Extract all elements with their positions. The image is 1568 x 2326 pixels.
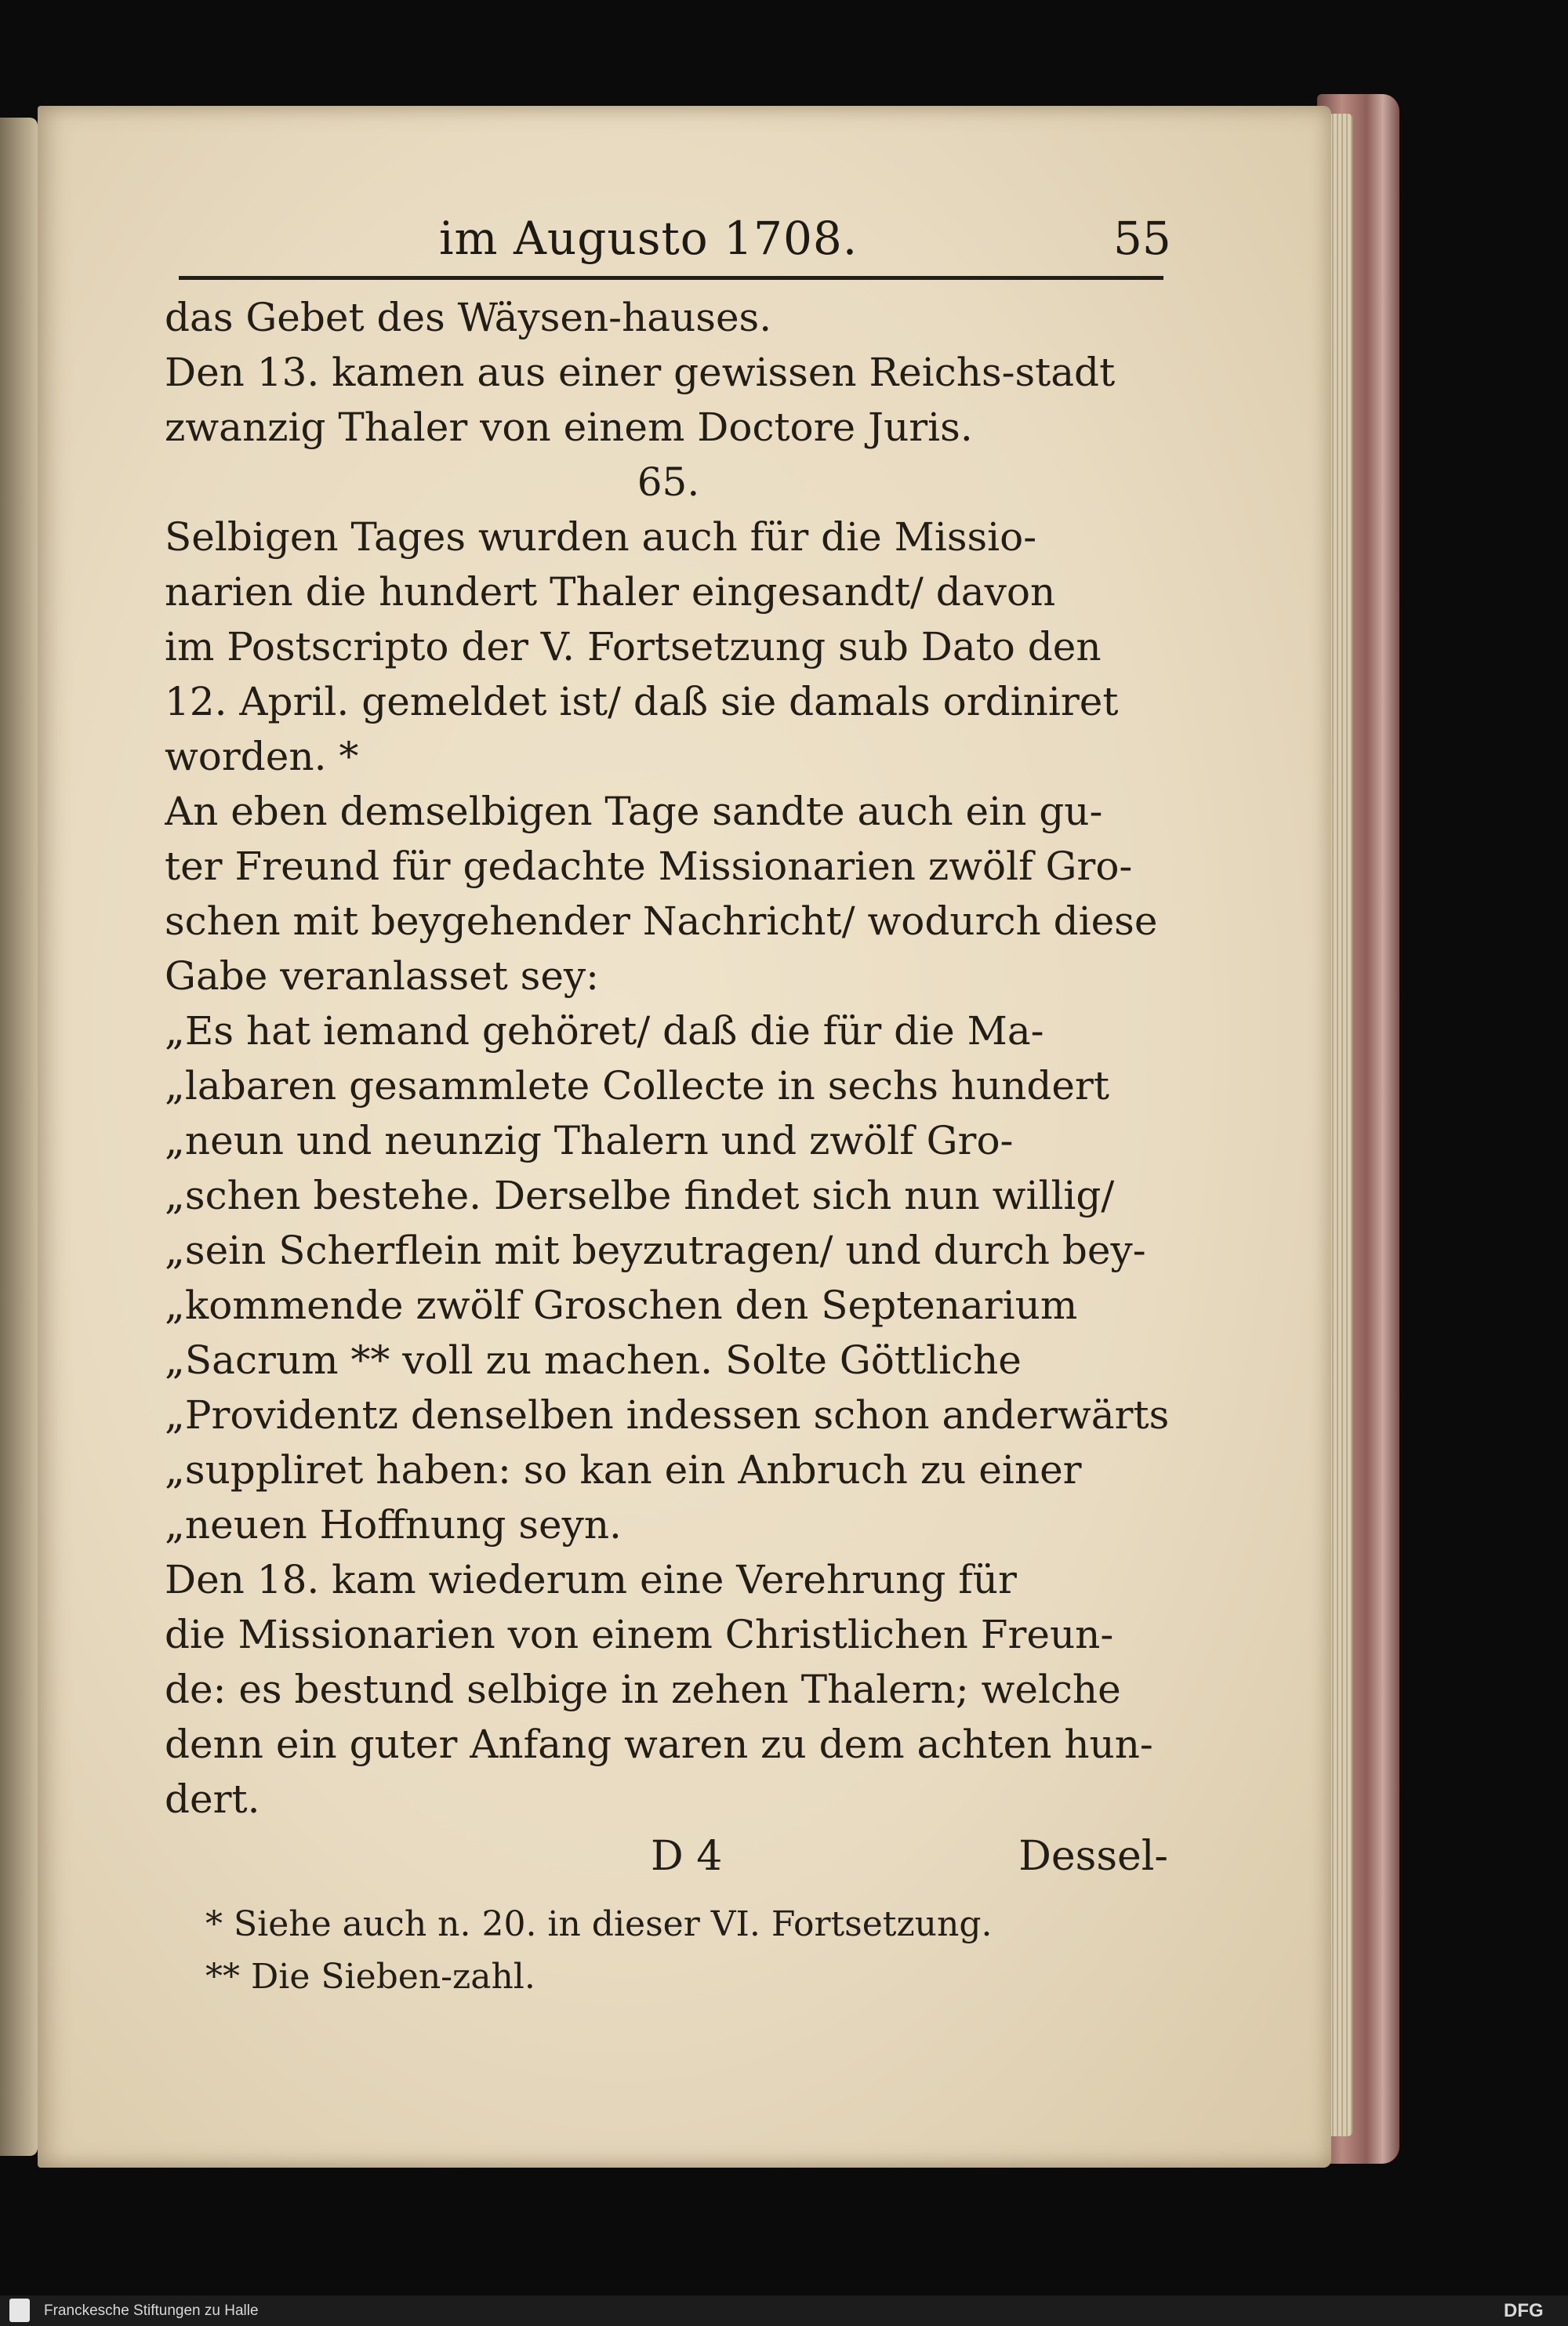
text-line: 12. April. gemeldet ist/ daß sie damals ordiniret xyxy=(165,679,1119,724)
paragraph-number: 65. xyxy=(637,459,700,505)
text-line: „labaren gesammlete Collecte in sechs hundert xyxy=(165,1063,1109,1109)
text-line: das Gebet des Wäysen-hauses. xyxy=(165,295,772,340)
text-line: ter Freund für gedachte Missionarien zwölf Gro- xyxy=(165,844,1133,889)
text-line: „sein Scherflein mit beyzutragen/ und durch bey- xyxy=(165,1228,1146,1273)
footnote: ** Die Sieben-zahl. xyxy=(205,1957,535,1997)
text-line: Den 18. kam wiederum eine Verehrung für xyxy=(165,1557,1017,1602)
footer-credit: Franckesche Stiftungen zu Halle xyxy=(44,2302,259,2319)
text-line: „neuen Hoffnung seyn. xyxy=(165,1502,622,1548)
text-line: „Sacrum ** voll zu machen. Solte Göttliche xyxy=(165,1337,1022,1383)
signature-mark: D 4 xyxy=(651,1833,723,1880)
left-page-edge xyxy=(0,118,38,2156)
institution-logo-icon xyxy=(9,2299,30,2322)
text-line: „neun und neunzig Thalern und zwölf Gro- xyxy=(165,1118,1014,1163)
text-line: „suppliret haben: so kan ein Anbruch zu einer xyxy=(165,1447,1082,1493)
text-line: Gabe veranlasset sey: xyxy=(165,953,600,999)
text-line: worden. * xyxy=(165,734,359,779)
footnote: * Siehe auch n. 20. in dieser VI. Fortsetzung. xyxy=(205,1904,993,1944)
text-line: de: es bestund selbige in zehen Thalern; welche xyxy=(165,1667,1121,1712)
running-head: im Augusto 1708. xyxy=(439,212,858,265)
text-line: Selbigen Tages wurden auch für die Missio- xyxy=(165,514,1037,560)
header-rule xyxy=(179,276,1163,280)
text-line: Den 13. kamen aus einer gewissen Reichs-stadt xyxy=(165,350,1116,395)
text-line: An eben demselbigen Tage sandte auch ein gu- xyxy=(165,789,1103,834)
text-line: schen mit beygehender Nachricht/ wodurch diese xyxy=(165,898,1158,944)
dfg-logo: DFG xyxy=(1504,2300,1544,2321)
text-line: zwanzig Thaler von einem Doctore Juris. xyxy=(165,405,973,450)
text-line: im Postscripto der V. Fortsetzung sub Dato den xyxy=(165,624,1102,669)
text-line: „Providentz denselben indessen schon anderwärts xyxy=(165,1392,1170,1438)
text-line: denn ein guter Anfang waren zu dem achten hun- xyxy=(165,1722,1153,1767)
text-line: dert. xyxy=(165,1776,260,1822)
text-line: „Es hat iemand gehöret/ daß die für die Ma- xyxy=(165,1008,1044,1054)
text-line: „schen bestehe. Derselbe findet sich nun willig/ xyxy=(165,1173,1115,1218)
text-line: narien die hundert Thaler eingesandt/ davon xyxy=(165,569,1056,615)
catchword: Dessel- xyxy=(1018,1833,1168,1880)
text-line: „kommende zwölf Groschen den Septenarium xyxy=(165,1283,1078,1328)
page-number: 55 xyxy=(1113,212,1171,265)
text-line: die Missionarien von einem Christlichen Freun- xyxy=(165,1612,1114,1657)
